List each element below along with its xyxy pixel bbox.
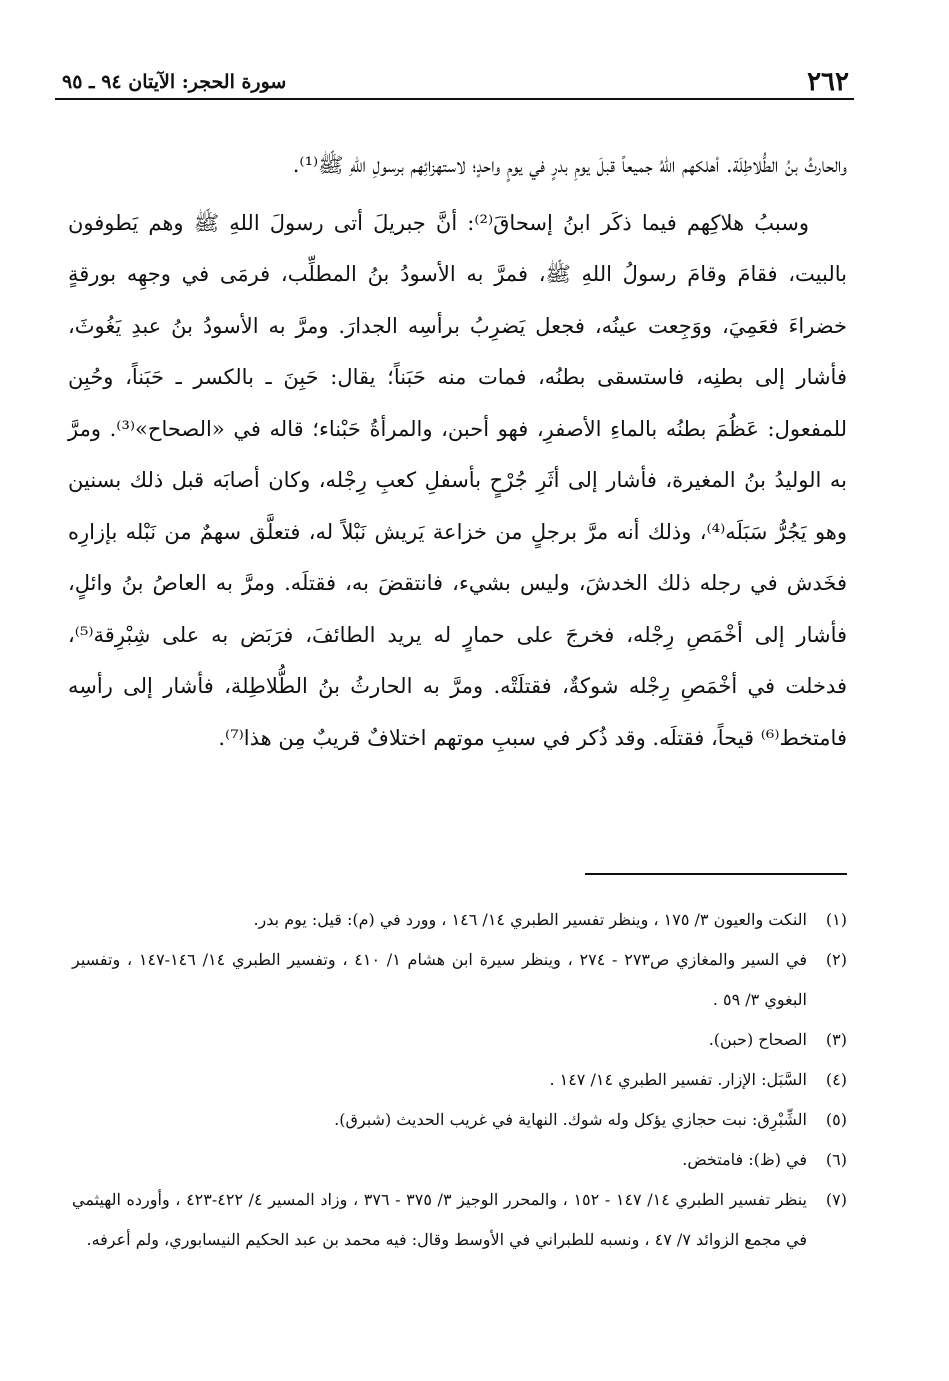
page-header xyxy=(62,58,849,98)
footnote xyxy=(72,1060,847,1100)
footnote-text: في السير والمغازي ص٢٧٣ - ٢٧٤ ، وينظر سيرة ابن هشام ١/ ٤١٠ ، وتفسير الطبري ١٤/ ١٤٦-١٤٧ ، وتفسير البغوي ٣/ ٥٩ . xyxy=(72,950,808,1009)
footnote-text: السَّبَل: الإزار. تفسير الطبري ١٤/ ١٤٧ . xyxy=(549,1070,807,1089)
footnote-number: (٥) xyxy=(825,1110,847,1129)
footnote-number: (٣) xyxy=(825,1030,847,1049)
header-divider xyxy=(55,98,854,100)
footnote-text: الصحاح (حبن). xyxy=(708,1030,807,1049)
footnotes xyxy=(72,900,847,1260)
footnote-text: النكت والعيون ٣/ ١٧٥ ، وينظر تفسير الطبري ١٤/ ١٤٦ ، وورد في (م): قيل: يوم بدر. xyxy=(253,910,807,929)
footnote xyxy=(72,1020,847,1060)
footnote xyxy=(72,940,847,1020)
main-text xyxy=(68,140,847,764)
footnote-number: (٢) xyxy=(825,950,847,969)
footnote-text: في (ظ): فامتخض. xyxy=(682,1150,807,1169)
paragraph: والحارثُ بنُ الطُّلاطِلَة. أهلكهم اللهُ جميعاً قبلَ يومِ بدرٍ في يومٍ واحدٍ؛ لاستهزائِهم برسولِ اللهِ ﷺ⁽¹⁾. xyxy=(292,153,847,177)
footnotes-divider xyxy=(585,873,847,875)
page-number: ٢٦٢ xyxy=(807,67,849,97)
footnote-text: ينظر تفسير الطبري ١٤/ ١٤٧ - ١٥٢ ، والمحرر الوجيز ٣/ ٣٧٥ - ٣٧٦ ، وزاد المسير ٤/ ٤٢٢-٤٢٣ ، وأورده الهيثمي في مجمع الزوائد ٧/ ٤٧ ، ونسبه للطبراني في الأوسط وقال: فيه محمد بن عبد الحكيم النيسابوري، ولم أعرفه. xyxy=(72,1190,807,1249)
footnote-text: الشِّبْرِق: نبت حجازي يؤكل وله شوك. النهاية في غريب الحديث (شبرق). xyxy=(334,1110,807,1129)
footnote-number: (١) xyxy=(825,910,847,929)
footnote xyxy=(72,1100,847,1140)
paragraph: وسببُ هلاكِهم فيما ذكَر ابنُ إسحاقَ⁽²⁾: أنَّ جبريلَ أتى رسولَ اللهِ ﷺ وهم يَطوفون بالبيت، فقامَ وقامَ رسولُ اللهِ ﷺ، فمرَّ به الأسودُ بنُ المطلِّب، فرمَى في وجهِه بورقةٍ خضراءَ فعَمِيَ، ووَجِعت عينُه، فجعل يَضرِبُ برأسِه الجدارَ. ومرَّ به الأسودُ بنُ عبدِ يَغُوثَ، فأشار إلى بطنِه، فاستسقى بطنُه، فمات منه حَبَناً؛ يقال: حَبِنَ ـ بالكسر ـ حَبَناً، وحُبِن للمفعول: عَظُمَ بطنُه بالماءِ الأصفرِ، فهو أحبن، والمرأةُ حَبْناء؛ قاله في «الصحاح»⁽³⁾. ومرَّ به الوليدُ بنُ المغيرة، فأشار إلى أثَرِ جُرْحٍ بأسفلِ كعبِ رِجْله، وكان أصابَه قبل ذلك بسنين وهو يَجُرُّ سَبَلَه⁽⁴⁾، وذلك أنه مرَّ برجلٍ من خزاعة يَريش نَبْلاً له، فتعلَّق سهمٌ من نَبْله بإزارِه فخَدش في رجله ذلك الخدشَ، وليس بشيء، فانتقضَ به، فقتلَه. ومرَّ به العاصُ بنُ وائلٍ، فأشار إلى أخْمَصِ رِجْله، فخرجَ على حمارٍ له يريد الطائفَ، فرَبَض به على شِبْرِقة⁽⁵⁾، فدخلت في أخْمَصِ رِجْله شوكةٌ، فقتلَتْه. ومرَّ به الحارثُ بنُ الطُّلاطِلة، فأشار إلى رأسِه فامتخط⁽⁶⁾ قيحاً، فقتلَه. وقد ذُكر في سببِ موتهم اختلافٌ قريبٌ مِن هذا⁽⁷⁾. xyxy=(68,210,848,750)
footnote xyxy=(72,1180,847,1260)
footnote-number: (٤) xyxy=(825,1070,847,1089)
footnote xyxy=(72,900,847,940)
running-head: سورة الحجر: الآيتان ٩٤ ـ ٩٥ xyxy=(62,71,287,93)
footnote-number: (٧) xyxy=(825,1190,847,1209)
footnote xyxy=(72,1140,847,1180)
footnote-number: (٦) xyxy=(825,1150,847,1169)
